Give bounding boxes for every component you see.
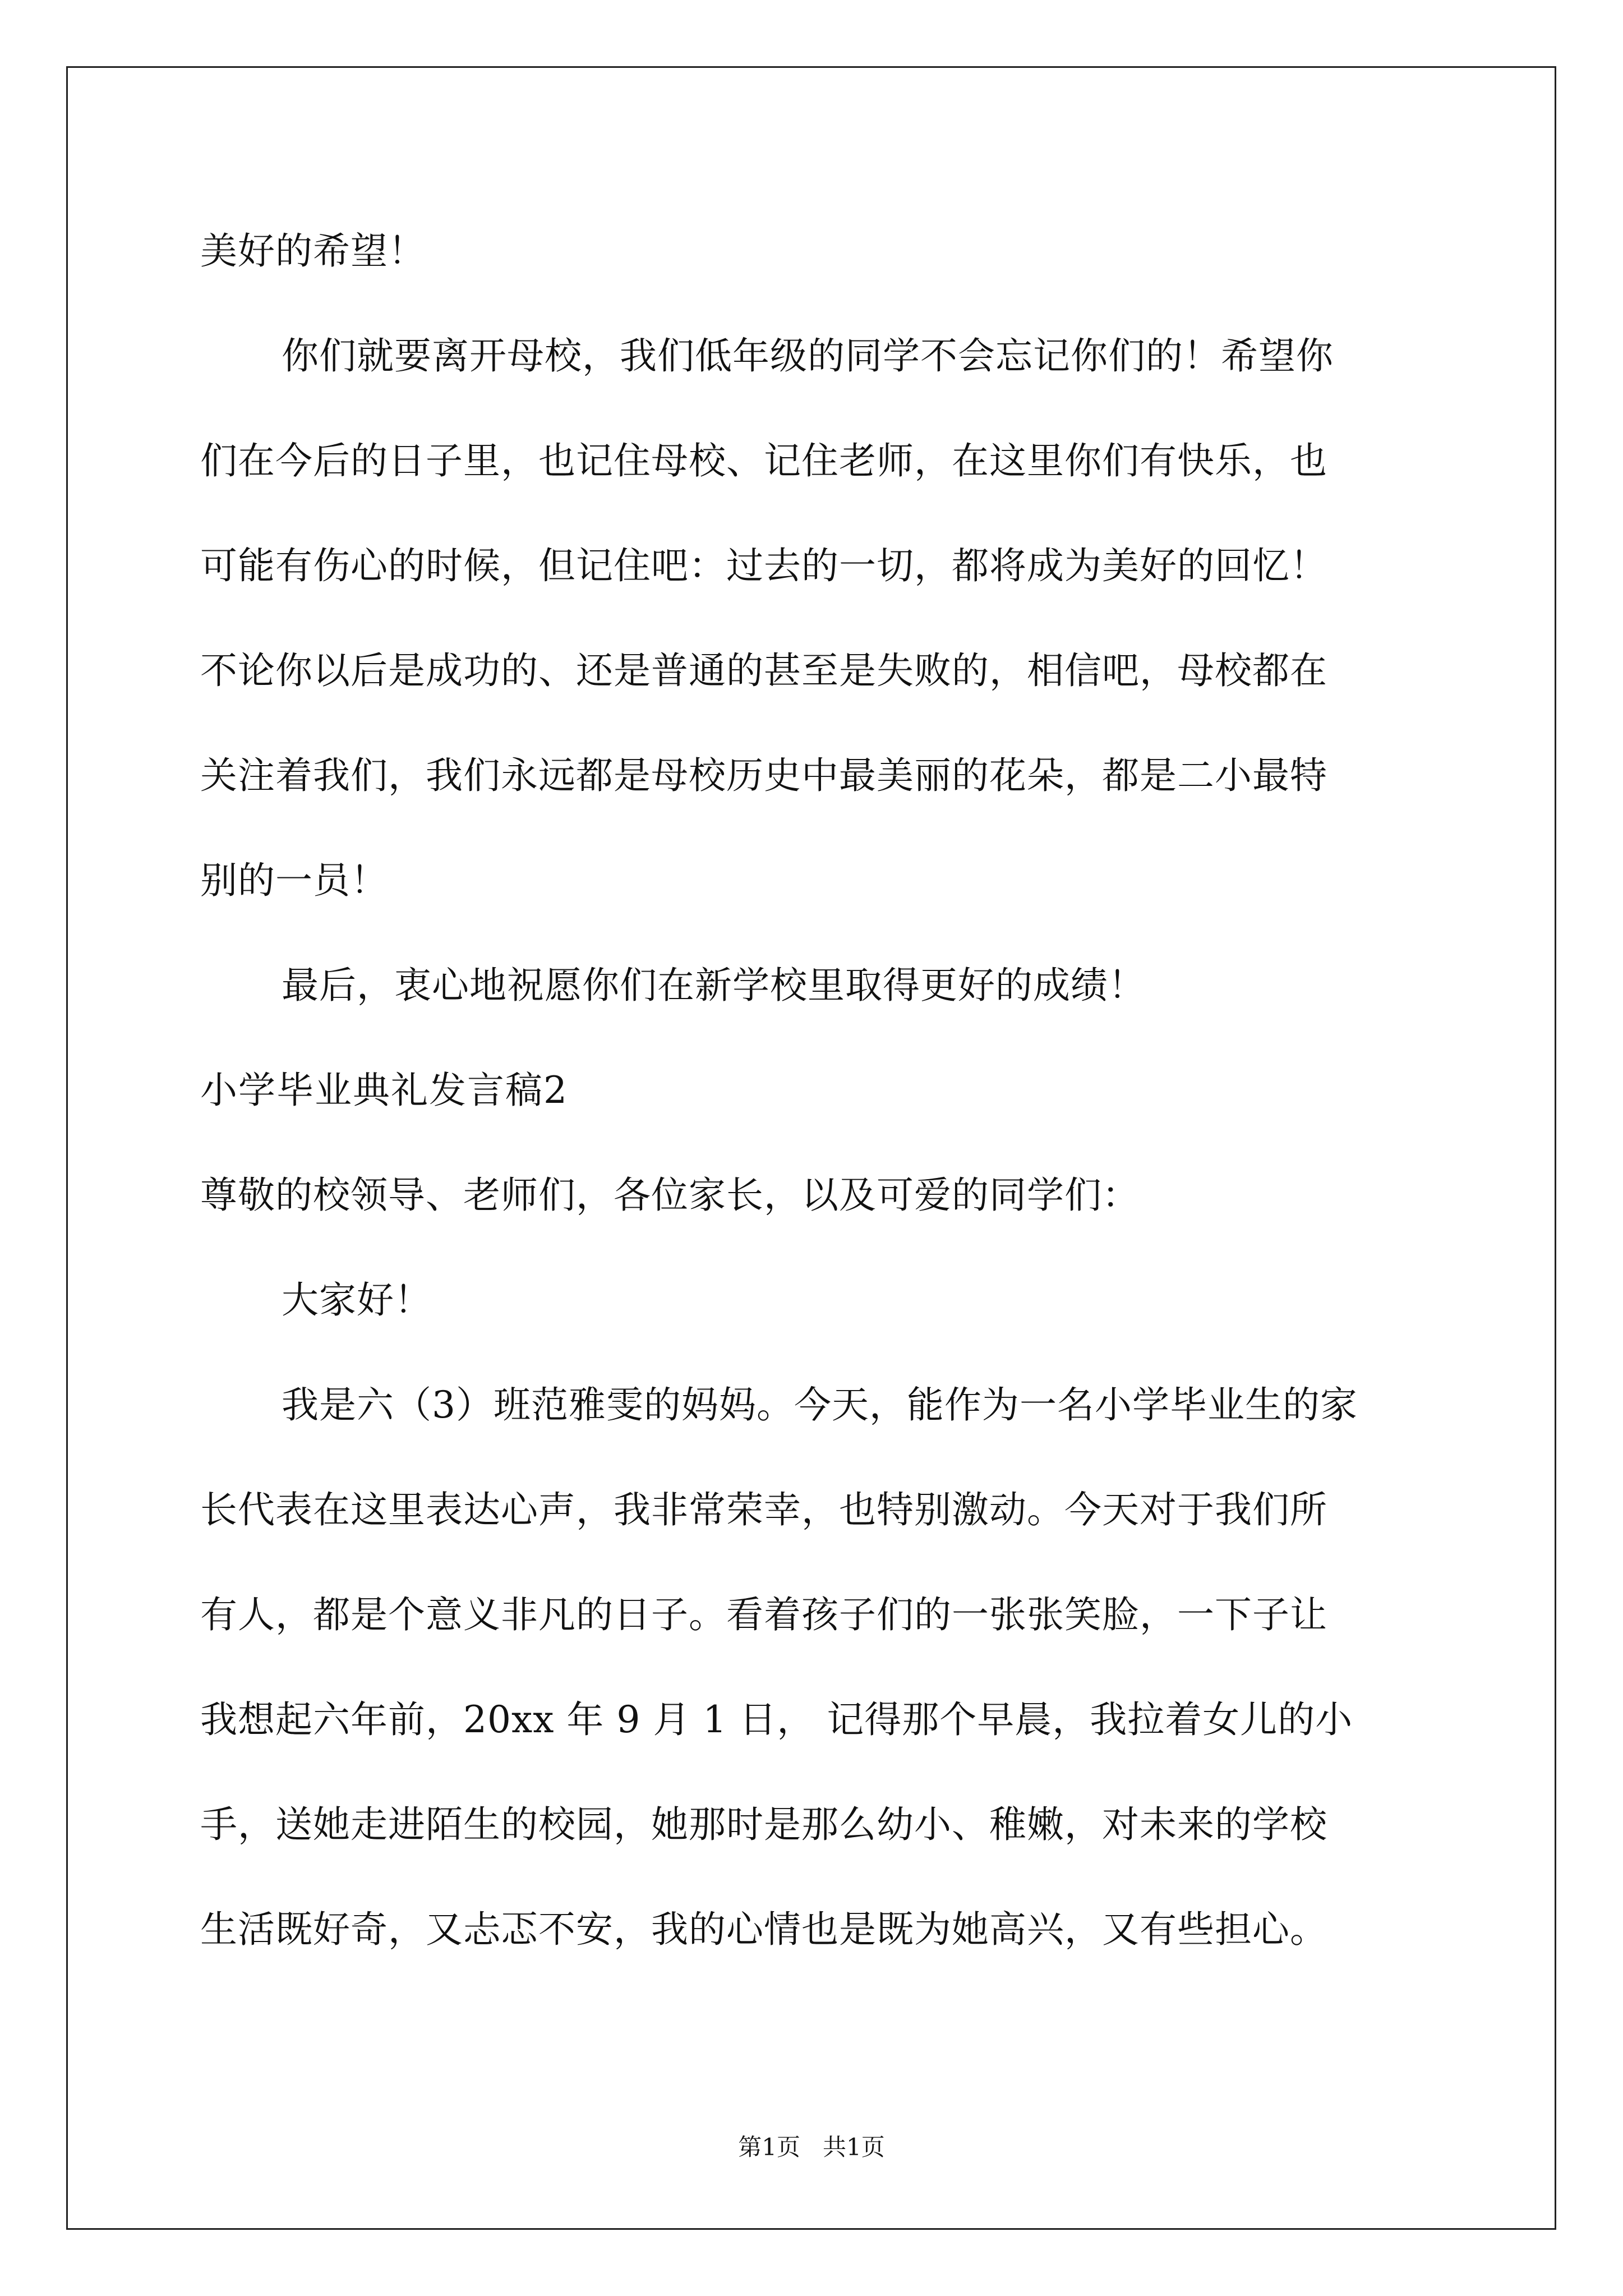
greeting-line: 大家好！ bbox=[282, 1278, 432, 1322]
body-line-4: 可能有伤心的时候，但记住吧：过去的一切，都将成为美好的回忆！ bbox=[200, 544, 1327, 587]
body-line-14: 有人，都是个意义非凡的日子。看着孩子们的一张张笑脸，一下子让 bbox=[200, 1593, 1327, 1636]
body-line-16: 手，送她走进陌生的校园，她那时是那么幼小、稚嫩，对未来的学校 bbox=[200, 1803, 1327, 1846]
body-line-17: 生活既好奇，又忐忑不安，我的心情也是既为她高兴，又有些担心。 bbox=[200, 1908, 1327, 1951]
body-line-1: 美好的希望！ bbox=[200, 229, 426, 273]
salutation-line: 尊敬的校领导、老师们，各位家长，以及可爱的同学们： bbox=[200, 1174, 1140, 1217]
body-line-8: 最后，衷心地祝愿你们在新学校里取得更好的成绩！ bbox=[282, 964, 1146, 1007]
body-line-13: 长代表在这里表达心声，我非常荣幸，也特别激动。今天对于我们所 bbox=[200, 1488, 1327, 1531]
body-line-7: 别的一员！ bbox=[200, 859, 388, 902]
page-footer: 第1页 共1页 bbox=[738, 2133, 885, 2161]
body-line-5: 不论你以后是成功的、还是普通的甚至是失败的，相信吧，母校都在 bbox=[200, 649, 1327, 692]
body-line-2: 你们就要离开母校，我们低年级的同学不会忘记你们的！希望你 bbox=[282, 334, 1334, 378]
body-line-12: 我是六（3）班范雅雯的妈妈。今天，能作为一名小学毕业生的家 bbox=[282, 1383, 1358, 1427]
body-line-3: 们在今后的日子里，也记住母校、记住老师，在这里你们有快乐，也 bbox=[200, 439, 1327, 482]
body-line-6: 关注着我们，我们永远都是母校历史中最美丽的花朵，都是二小最特 bbox=[200, 754, 1327, 797]
body-line-15: 我想起六年前，20xx 年 9 月 1 日， 记得那个早晨，我拉着女儿的小 bbox=[200, 1698, 1353, 1741]
section-heading: 小学毕业典礼发言稿2 bbox=[200, 1069, 568, 1112]
